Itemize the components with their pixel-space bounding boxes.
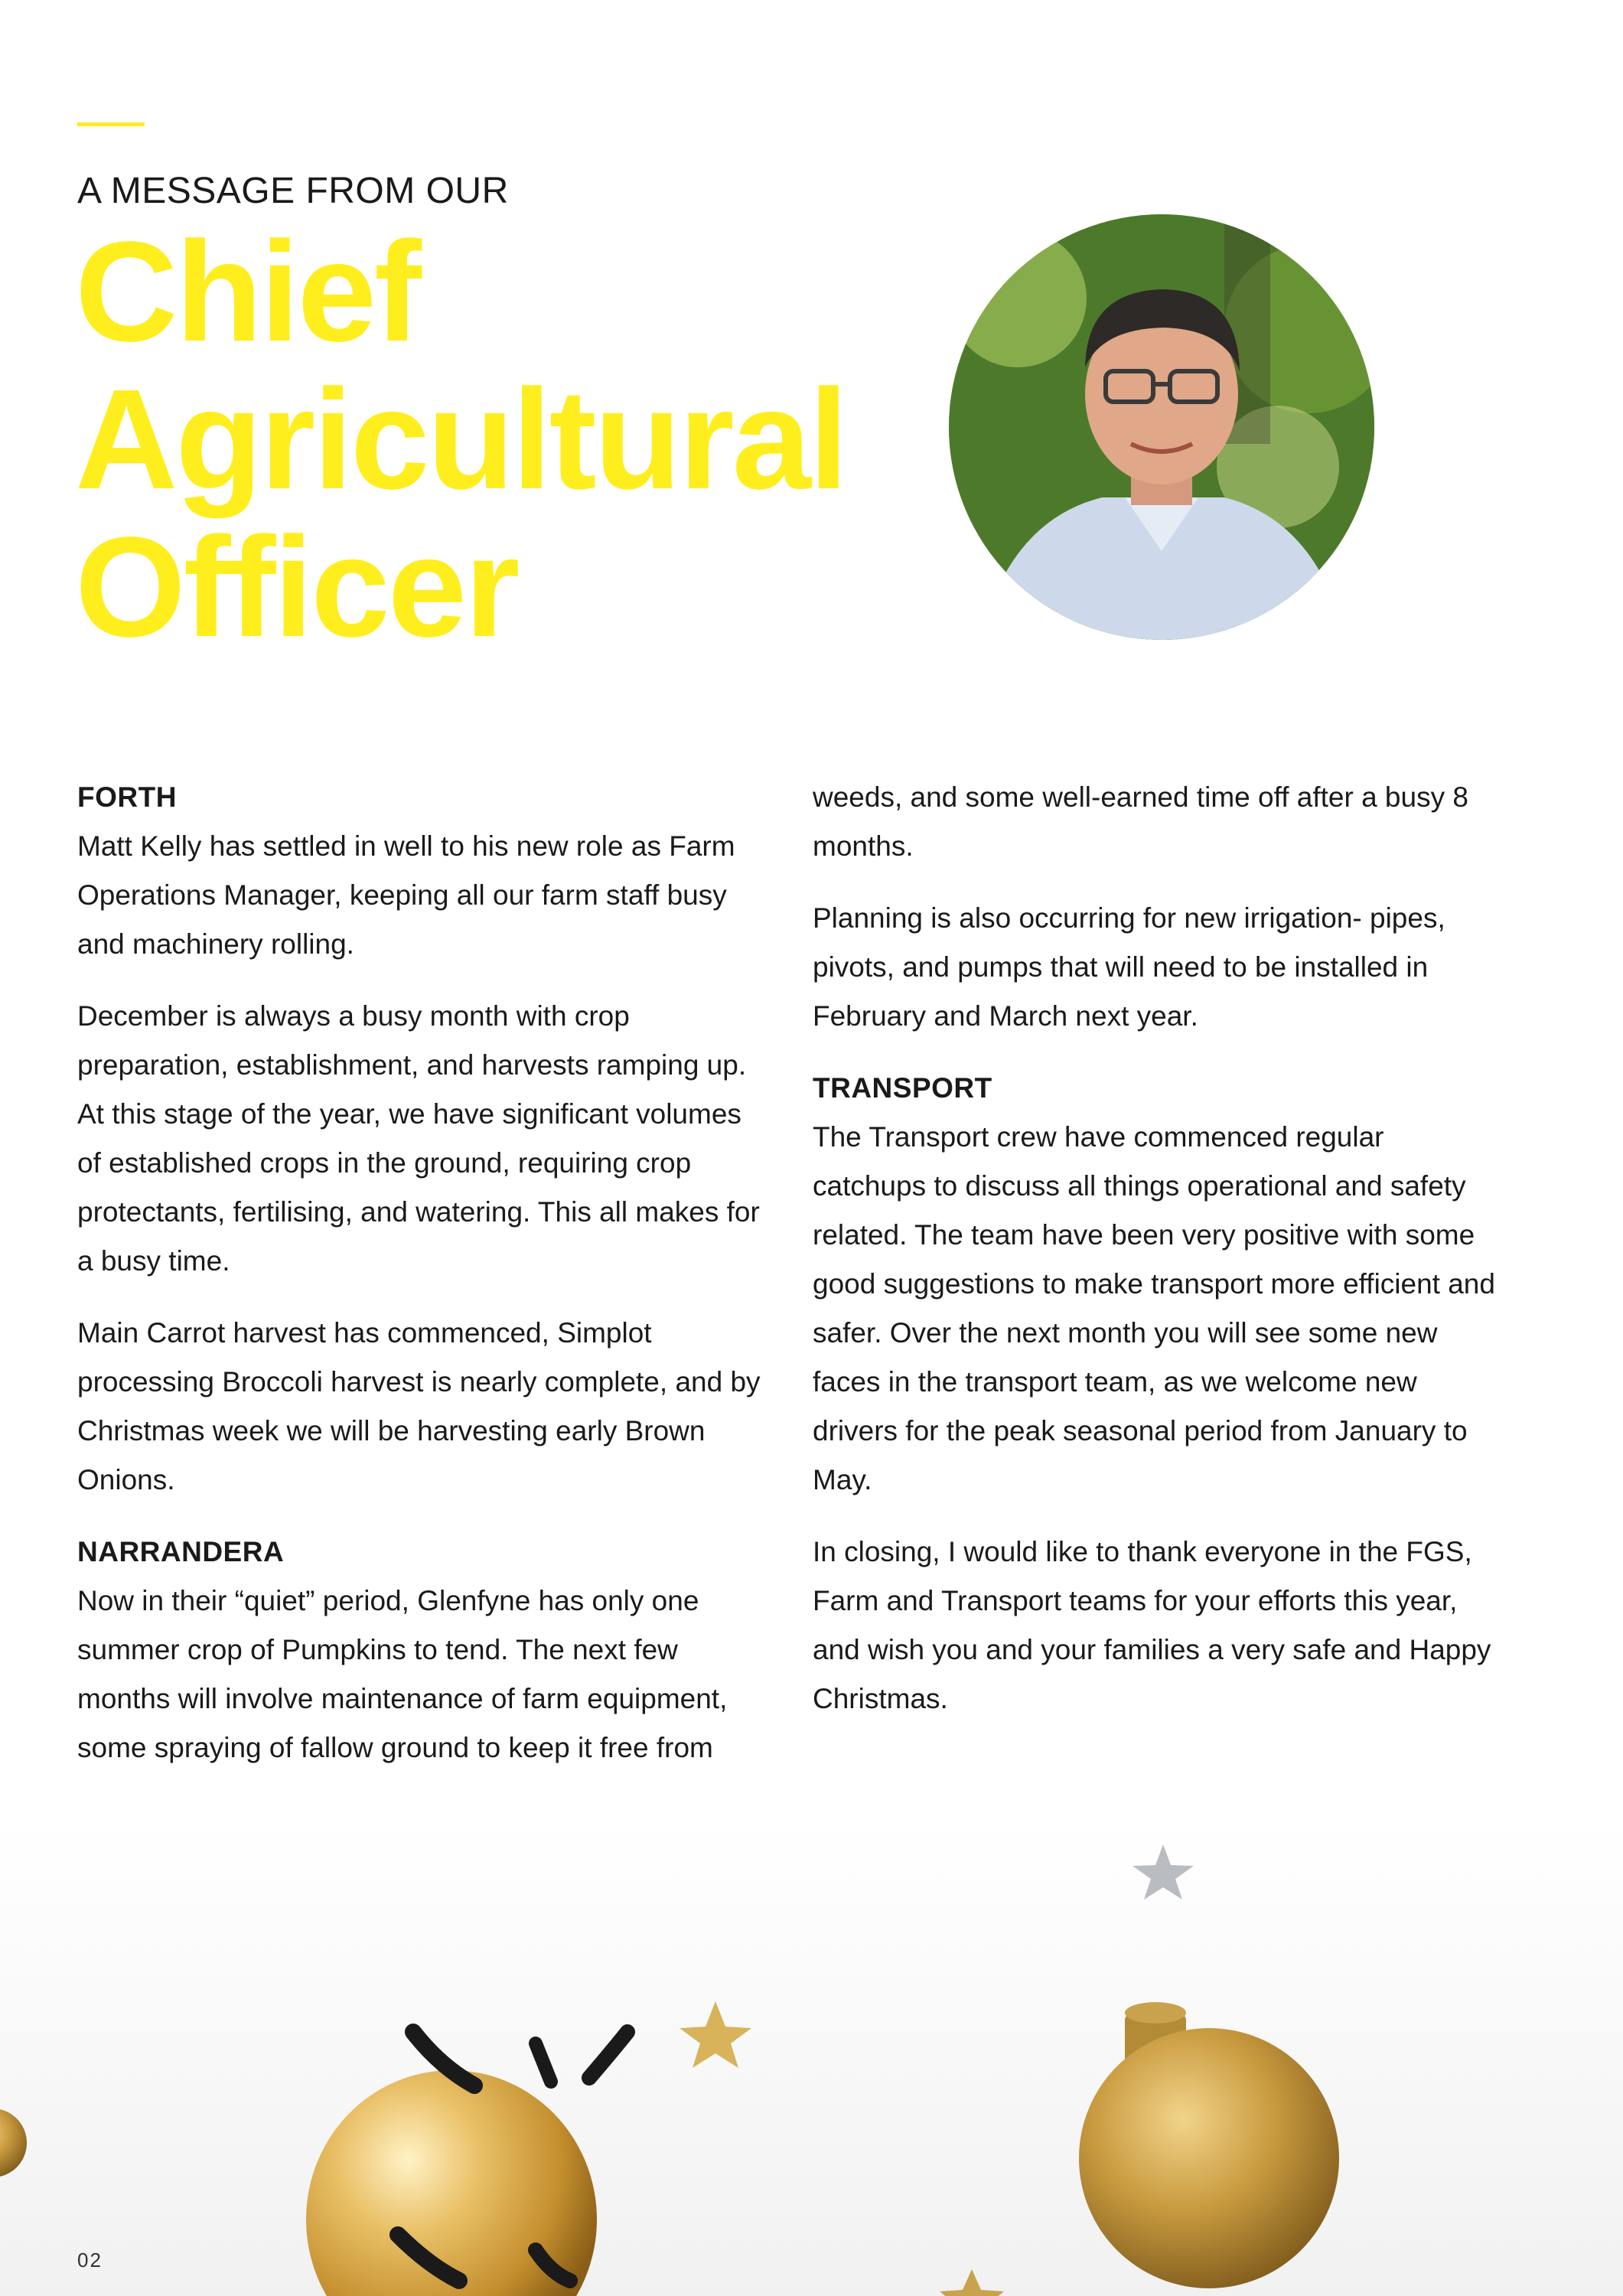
transport-paragraph: The Transport crew have commenced regular catchups to discuss all things operational and safety related. The team have been very positive with some good suggestions to make transport more efficient and safer. Over the next month you will see some new faces in the transport team, as we welcome new drivers for the peak seasonal period from January to May.	[813, 1121, 1495, 1495]
section-heading-transport: TRANSPORT	[813, 1072, 992, 1104]
forth-paragraph-3: Main Carrot harvest has commenced, Simplot processing Broccoli harvest is nearly complete, and by Christmas week we will be harvesting early Brown Onions.	[77, 1317, 761, 1495]
section-heading-narrandera: NARRANDERA	[77, 1536, 285, 1567]
narrandera-paragraph-1-start: Now in their “quiet” period, Glenfyne has only one summer crop of Pumpkins to tend. The next few months will involve maintenance of farm equipment, some spraying of fallow ground to keep it free from	[77, 1585, 728, 1763]
section-heading-forth: FORTH	[77, 781, 177, 813]
forth-paragraph-2: December is always a busy month with crop preparation, establishment, and harvests ramping up. At this stage of the year, we have significant volumes of established crops in the ground, requiring crop protectants, fertilising, and watering. This all makes for a busy time.	[77, 1000, 760, 1277]
closing-paragraph: In closing, I would like to thank everyone in the FGS, Farm and Transport teams for your efforts this year, and wish you and your families a very safe and Happy Christmas.	[813, 1536, 1491, 1714]
narrandera-paragraph-2: Planning is also occurring for new irrigation- pipes, pivots, and pumps that will need to be installed in February and March next year.	[813, 902, 1445, 1032]
portrait-photo	[949, 214, 1374, 640]
page-title: Chief Agricultural Officer	[75, 213, 846, 667]
christmas-baubles-image	[0, 1821, 1623, 2296]
narrandera-paragraph-1-end: weeds, and some well-earned time off after a busy 8 months.	[813, 781, 1468, 862]
right-column	[813, 773, 1501, 1746]
forth-paragraph-1: Matt Kelly has settled in well to his new role as Farm Operations Manager, keeping all our farm staff busy and machinery rolling.	[77, 830, 735, 960]
kicker: A MESSAGE FROM OUR	[77, 171, 509, 211]
page-number: 02	[77, 2249, 103, 2272]
accent-bar	[77, 122, 145, 126]
left-column	[77, 773, 766, 1795]
